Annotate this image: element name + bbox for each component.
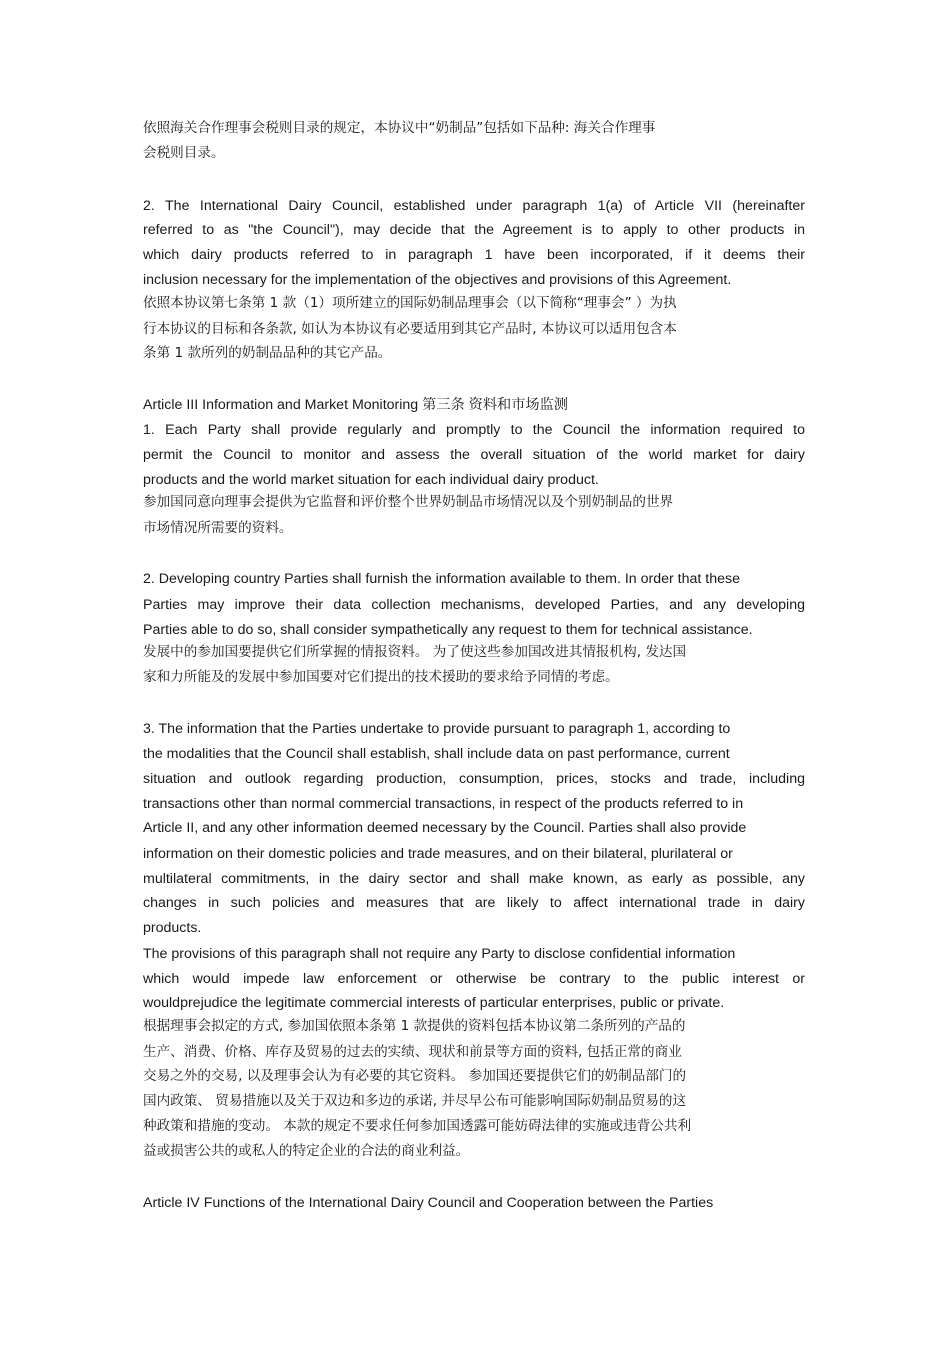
text-line: wouldprejudice the legitimate commercial interests of particular enterprises, public or private. bbox=[143, 995, 725, 1011]
article-heading: Article III Information and Market Monitoring 第三条 资料和市场监测 bbox=[143, 397, 568, 413]
text-line: 发展中的参加国要提供它们所掌握的情报资料。 为了使这些参加国改进其情报机构, 发达国 bbox=[143, 644, 687, 660]
text-line: multilateral commitments, in the dairy sector and shall make known, as early as possible, any bbox=[143, 871, 805, 887]
text-line: transactions other than normal commercial transactions, in respect of the products referred to in bbox=[143, 796, 744, 812]
text-line: changes in such policies and measures that are likely to affect international trade in dairy bbox=[143, 895, 805, 911]
text-line: 3. The information that the Parties undertake to provide pursuant to paragraph 1, according to bbox=[143, 721, 731, 737]
text-line: products and the world market situation for each individual dairy product. bbox=[143, 472, 599, 488]
text-line: 参加国同意向理事会提供为它监督和评价整个世界奶制品市场情况以及个别奶制品的世界 bbox=[143, 494, 674, 510]
text-line: 市场情况所需要的资料。 bbox=[143, 520, 293, 536]
text-line: 依照本协议第七条第 1 款（1）项所建立的国际奶制品理事会（以下简称“理事会” ）为执 bbox=[143, 295, 677, 311]
text-line: inclusion necessary for the implementation of the objectives and provisions of this Agreement. bbox=[143, 272, 732, 288]
text-line: 国内政策、 贸易措施以及关于双边和多边的承诺, 并尽早公布可能影响国际奶制品贸易的这 bbox=[143, 1093, 687, 1109]
article-heading: Article IV Functions of the International Dairy Council and Cooperation between the Parties bbox=[143, 1195, 714, 1211]
text-line: 益或损害公共的或私人的特定企业的合法的商业利益。 bbox=[143, 1143, 470, 1159]
text-line: 家和力所能及的发展中参加国要对它们提出的技术援助的要求给予同情的考虑。 bbox=[143, 669, 619, 685]
text-line: the modalities that the Council shall establish, shall include data on past performance, current bbox=[143, 746, 730, 762]
text-line: information on their domestic policies and trade measures, and on their bilateral, plurilateral or bbox=[143, 846, 733, 862]
text-line: 依照海关合作理事会税则目录的规定，本协议中“奶制品”包括如下品种: 海关合作理事 bbox=[143, 120, 656, 136]
text-line: The provisions of this paragraph shall not require any Party to disclose confidential information bbox=[143, 946, 736, 962]
text-line: situation and outlook regarding production, consumption, prices, stocks and trade, including bbox=[143, 771, 805, 787]
text-line: 生产、消费、价格、库存及贸易的过去的实绩、现状和前景等方面的资料, 包括正常的商业 bbox=[143, 1044, 682, 1060]
text-line: Parties may improve their data collection mechanisms, developed Parties, and any developing bbox=[143, 597, 805, 613]
text-line: 1. Each Party shall provide regularly and promptly to the Council the information required to bbox=[143, 422, 805, 438]
text-line: 交易之外的交易, 以及理事会认为有必要的其它资料。 参加国还要提供它们的奶制品部门的 bbox=[143, 1068, 687, 1084]
text-line: 种政策和措施的变动。 本款的规定不要求任何参加国透露可能妨碍法律的实施或违背公共利 bbox=[143, 1118, 692, 1134]
text-line: permit the Council to monitor and assess the overall situation of the world market for dairy bbox=[143, 447, 805, 463]
text-line: which dairy products referred to in paragraph 1 have been incorporated, if it deems their bbox=[143, 247, 805, 263]
text-line: referred to as "the Council"), may decide that the Agreement is to apply to other products in bbox=[143, 222, 805, 238]
text-line: 2. Developing country Parties shall furnish the information available to them. In order that these bbox=[143, 571, 740, 587]
text-line: 条第 1 款所列的奶制品品种的其它产品。 bbox=[143, 345, 392, 361]
text-line: which would impede law enforcement or otherwise be contrary to the public interest or bbox=[143, 971, 805, 987]
text-line: Parties able to do so, shall consider sympathetically any request to them for technical assistance. bbox=[143, 622, 753, 638]
text-line: 2. The International Dairy Council, established under paragraph 1(a) of Article VII (hereinafter bbox=[143, 198, 805, 214]
text-line: 会税则目录。 bbox=[143, 145, 225, 161]
text-line: products. bbox=[143, 920, 202, 936]
text-line: 根据理事会拟定的方式, 参加国依照本条第 1 款提供的资料包括本协议第二条所列的产品的 bbox=[143, 1018, 686, 1034]
text-line: Article II, and any other information deemed necessary by the Council. Parties shall also provide bbox=[143, 820, 747, 836]
text-line: 行本协议的目标和各条款, 如认为本协议有必要适用到其它产品时, 本协议可以适用包含本 bbox=[143, 321, 677, 337]
